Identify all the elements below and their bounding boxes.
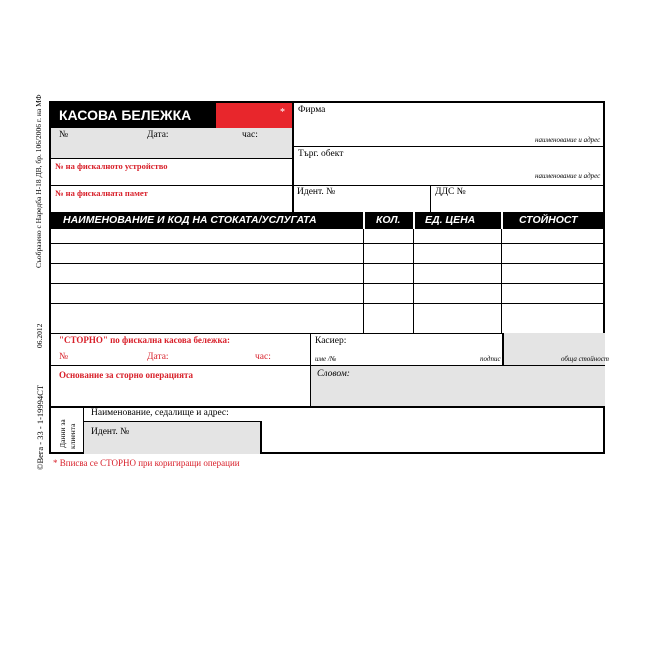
fiscal-memory-label: № на фискалната памет bbox=[55, 188, 148, 198]
code-side-text: ©Вега - 33 - 1-19994СТ bbox=[35, 384, 45, 470]
trade-object-hint: наименование и адрес bbox=[535, 172, 601, 180]
storno-reason-label: Основание за сторно операцията bbox=[59, 370, 193, 380]
trade-object-label: Търг. обект bbox=[298, 149, 344, 159]
client-vertical-label-1: Данни за bbox=[58, 419, 67, 448]
hour-label: час: bbox=[242, 130, 258, 140]
regulation-side-text: Съобразено с Наредба Н-18 ДВ, бр. 106/2006 г. на МФ bbox=[34, 94, 43, 268]
client-name-address-label: Наименование, седалище и адрес: bbox=[91, 408, 229, 418]
id-label: Идент. № bbox=[297, 187, 336, 197]
client-vertical-label-2: клиента bbox=[68, 423, 77, 449]
fiscal-device-label: № на фискалното устройство bbox=[55, 161, 168, 171]
client-id-field[interactable] bbox=[84, 421, 262, 454]
receipt-form bbox=[49, 101, 609, 454]
signature-hint: подпис bbox=[480, 355, 501, 363]
table-row[interactable] bbox=[51, 263, 605, 283]
client-id-label: Идент. № bbox=[91, 427, 130, 437]
column-unit-price: ЕД. ЦЕНА bbox=[425, 214, 476, 226]
storno-number-label: № bbox=[59, 352, 69, 362]
table-row[interactable] bbox=[51, 243, 605, 263]
column-value: СТОЙНОСТ bbox=[519, 214, 578, 226]
table-row[interactable] bbox=[51, 283, 605, 303]
amount-in-words-label: Словом: bbox=[317, 369, 350, 379]
storno-asterisk: * bbox=[280, 107, 285, 118]
firm-label: Фирма bbox=[298, 105, 326, 115]
storno-title: "СТОРНО" по фискална касова бележка: bbox=[59, 335, 231, 345]
table-row[interactable] bbox=[51, 303, 605, 333]
cashier-name-hint: име /№ bbox=[315, 355, 337, 363]
table-row[interactable] bbox=[51, 229, 605, 243]
column-name: НАИМЕНОВАНИЕ И КОД НА СТОКАТА/УСЛУГАТА bbox=[63, 214, 317, 226]
date-label: Дата: bbox=[147, 130, 169, 140]
receipt-title: КАСОВА БЕЛЕЖКА bbox=[59, 107, 192, 123]
footnote: * Вписва се СТОРНО при коригиращи операции bbox=[53, 458, 240, 468]
storno-hour-label: час: bbox=[255, 352, 271, 362]
amount-in-words-field[interactable] bbox=[311, 366, 605, 406]
date-side-text: 06.2012 bbox=[35, 323, 44, 348]
number-label: № bbox=[59, 130, 69, 140]
total-value-hint: обща стойност bbox=[561, 355, 609, 363]
vat-label: ДДС № bbox=[435, 187, 466, 197]
firm-hint: наименование и адрес bbox=[535, 136, 601, 144]
storno-date-label: Дата: bbox=[147, 352, 169, 362]
column-quantity: КОЛ. bbox=[376, 214, 401, 226]
cashier-label: Касиер: bbox=[315, 336, 347, 346]
